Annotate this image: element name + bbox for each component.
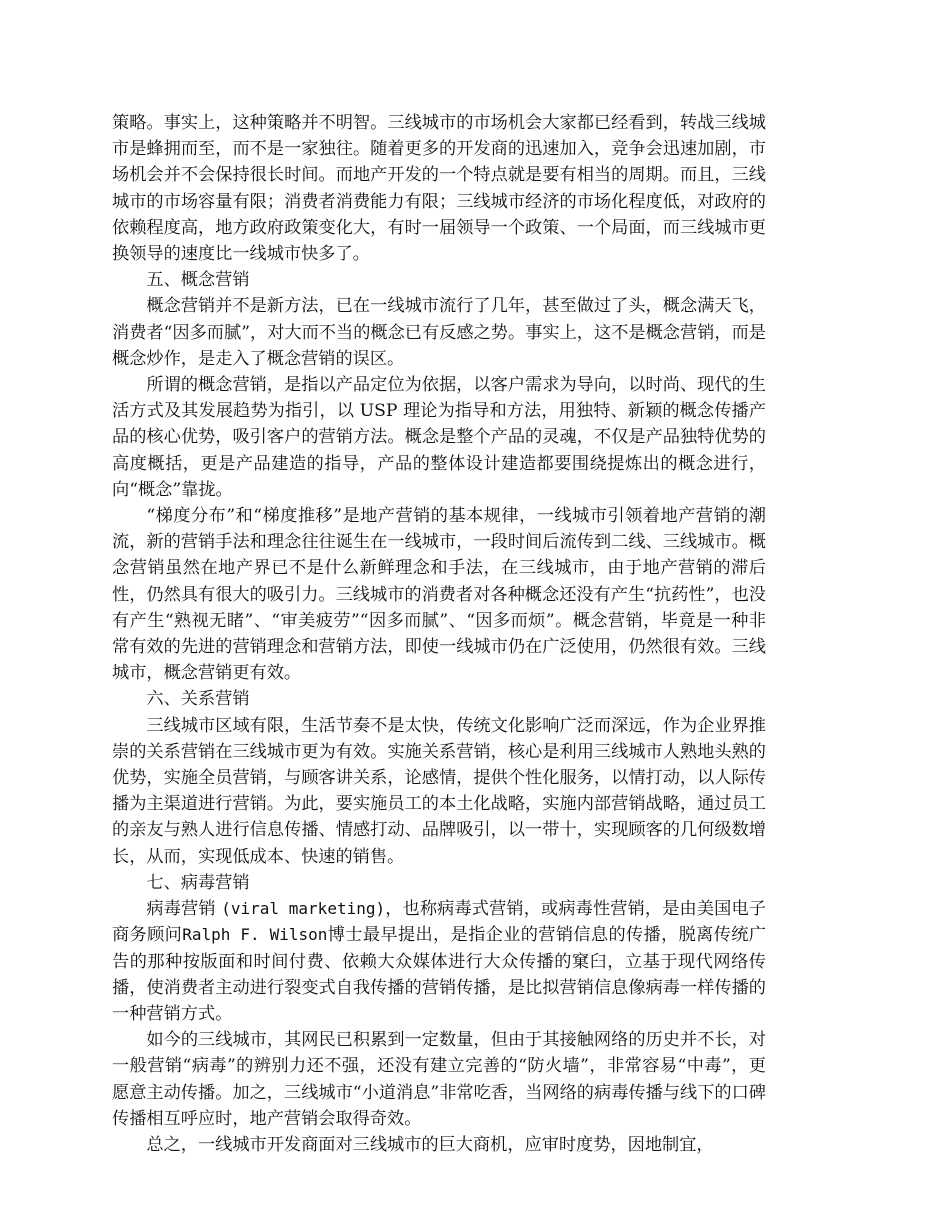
text-run: ，也称病毒式营销，或病毒性营销，是由美国电子商务顾问 xyxy=(112,899,766,946)
english-term: (viral marketing) xyxy=(221,899,386,919)
section-heading-concept-marketing: 五、概念营销 xyxy=(146,270,250,291)
paragraph-viral-definition xyxy=(112,896,766,1027)
section-heading-viral-marketing: 七、病毒营销 xyxy=(146,872,250,893)
paragraph: “梯度分布”和“梯度推移”是地产营销的基本规律，一线城市引领着地产营销的潮流，新的营销手法和理念往往诞生在一线城市，一段时间后流传到二线、三线城市。概念营销虽然在地产界已不是什么新鲜理念和手法，在三线城市，由于地产营销的滞后性，仍然具有很大的吸引力。三线城市的消费者对各种概念还没有产生“抗药性”，也没有产生“熟视无睹”、“审美疲劳”“因多而腻”、“因多而烦”。概念营销，毕竟是一种非常有效的先进的营销理念和营销方法，即使一线城市仍在广泛使用，仍然很有效。三线城市，概念营销更有效。 xyxy=(112,506,766,684)
paragraph: 总之，一线城市开发商面对三线城市的巨大商机，应审时度势，因地制宜， xyxy=(146,1134,714,1155)
text-run: 博士最早提出，是指企业的营销信息的传播，脱离传统广告的那种按版面和时间付费、依赖大众媒体进行大众传播的窠臼，立基于现代网络传播，使消费者主动进行裂变式自我传播的营销传播，是比拟营销信息像病毒一样传播的一种营销方式。 xyxy=(112,925,766,1024)
paragraph: 三线城市区域有限，生活节奏不是太快，传统文化影响广泛而深远，作为企业界推崇的关系营销在三线城市更为有效。实施关系营销，核心是利用三线城市人熟地头熟的优势，实施全员营销，与顾客讲关系，论感情，提供个性化服务，以情打动，以人际传播为主渠道进行营销。为此，要实施员工的本土化战略，实施内部营销战略，通过员工的亲友与熟人进行信息传播、情感打动、品牌吸引，以一带十，实现顾客的几何级数增长，从而，实现低成本、快速的销售。 xyxy=(112,715,766,867)
document-page xyxy=(112,110,766,1158)
paragraph: 如今的三线城市，其网民已积累到一定数量，但由于其接触网络的历史并不长，对一般营销“病毒”的辨别力还不强，还没有建立完善的“防火墙”，非常容易“中毒”，更愿意主动传播。加之，三线城市“小道消息”非常吃香，当网络的病毒传播与线下的口碑传播相互呼应时，地产营销会取得奇效。 xyxy=(112,1030,766,1129)
paragraph: 所谓的概念营销，是指以产品定位为依据，以客户需求为导向，以时尚、现代的生活方式及其发展趋势为指引，以 USP 理论为指导和方法，用独特、新颖的概念传播产品的核心优势，吸引客户的营销方法。概念是整个产品的灵魂，不仅是产品独特优势的高度概括，更是产品建造的指导，产品的整体设计建造都要围绕提炼出的概念进行，向“概念”靠拢。 xyxy=(112,375,766,500)
paragraph: 概念营销并不是新方法，已在一线城市流行了几年，甚至做过了头，概念满天飞，消费者“因多而腻”，对大而不当的概念已有反感之势。事实上，这不是概念营销，而是概念炒作，是走入了概念营销的误区。 xyxy=(112,296,766,369)
text-run: 病毒营销 xyxy=(146,899,222,920)
intro-paragraph: 策略。事实上，这种策略并不明智。三线城市的市场机会大家都已经看到，转战三线城市是蜂拥而至，而不是一家独往。随着更多的开发商的迅速加入，竞争会迅速加剧，市场机会并不会保持很长时间。而地产开发的一个特点就是要有相当的周期。而且，三线城市的市场容量有限；消费者消费能力有限；三线城市经济的市场化程度低，对政府的依赖程度高，地方政府政策变化大，有时一届领导一个政策、一个局面，而三线城市更换领导的速度比一线城市快多了。 xyxy=(112,113,766,265)
section-heading-relationship-marketing: 六、关系营销 xyxy=(146,689,250,710)
person-name: Ralph F. Wilson xyxy=(182,925,328,945)
